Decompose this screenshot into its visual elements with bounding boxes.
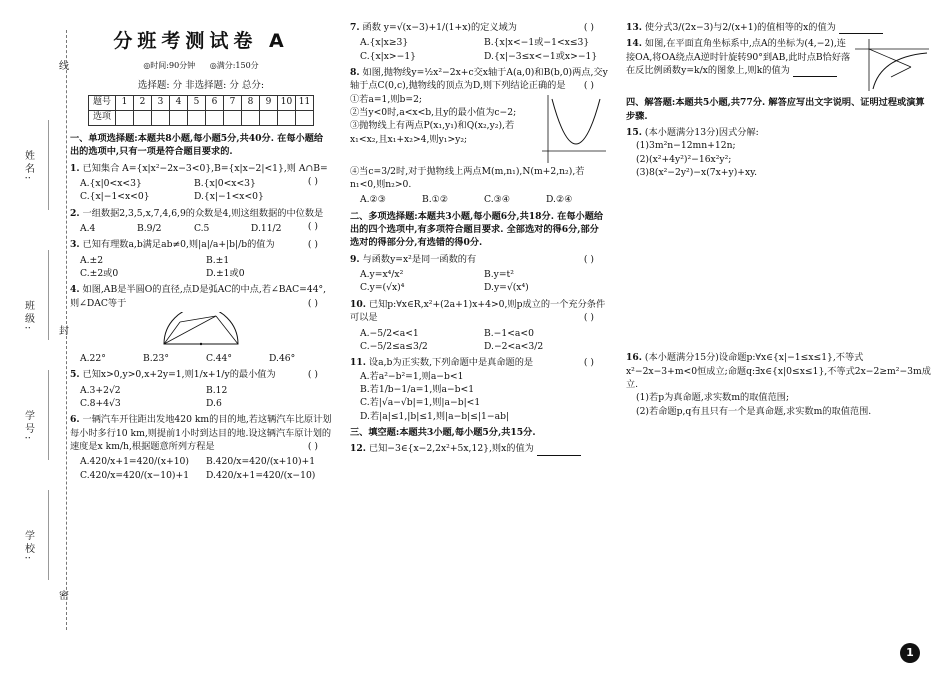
page-title: 分班考测试卷 A	[113, 30, 289, 52]
answer-cell[interactable]	[116, 110, 134, 125]
column-2	[350, 18, 608, 456]
question-4	[70, 283, 332, 365]
column-3	[626, 18, 931, 418]
option-c[interactable]: C.−5/2≤a≤3/2	[360, 340, 428, 352]
option-d[interactable]: D.46°	[269, 353, 296, 365]
answer-cell[interactable]	[296, 110, 314, 125]
question-number: 4.	[70, 284, 80, 296]
question-text: (本小题满分15分)设命题p:∀x∈{x|−1≤x≤1},不等式x²−2x−3+m<0恒成立;命题q:∃x∈{x|0≤x≤1},不等式2x−2≥m²−3m成立.	[626, 352, 931, 391]
question-number: 3.	[70, 239, 80, 251]
statement: ②当y<0时,a<x<b,且y的最小值为c−2;	[350, 107, 517, 119]
option-c[interactable]: C.y=(√x)⁴	[360, 282, 405, 294]
full-score: ◎满分:150分	[209, 60, 259, 70]
question-text: 如图,AB是半圆O的直径,点D是弧AC的中点,若∠BAC=44°,则∠DAC等于	[70, 284, 327, 309]
answer-cell[interactable]	[242, 110, 260, 125]
question-text: 一组数据2,3,5,x,7,4,6,9的众数是4,则这组数据的中位数是	[82, 207, 324, 219]
option-b[interactable]: B.{x|0<x<3}	[193, 177, 256, 189]
option-b[interactable]: B.{x|x<−1或−1<x≤3}	[484, 37, 590, 49]
fill-blank[interactable]	[537, 445, 581, 456]
option-c[interactable]: C.420/x=420/(x−10)+1	[80, 469, 190, 481]
options	[360, 193, 608, 206]
question-text: 设a,b为正实数,下列命题中是真命题的是	[368, 357, 534, 369]
question-text: 使分式3/(2x−3)与2/(x+1)的值相等的x的值为	[644, 22, 836, 33]
time-limit: ◎时间:90分钟	[143, 60, 196, 70]
coordinate-figure	[851, 37, 931, 93]
question-1	[70, 162, 332, 204]
sub-questions	[636, 391, 931, 418]
column-1	[70, 18, 332, 484]
parabola-figure	[538, 93, 608, 165]
question-text: 函数 y=√(x−3)+1/(1+x)的定义域为	[362, 22, 517, 33]
option-d[interactable]: D.±1或0	[206, 268, 245, 279]
options	[80, 222, 308, 235]
option-d[interactable]: D.y=√(x⁴)	[484, 282, 529, 294]
fill-blank[interactable]	[839, 23, 883, 34]
question-text: (本小题满分13分)因式分解:	[644, 127, 759, 139]
exam-meta	[70, 60, 332, 72]
option-c[interactable]: C.8+4√3	[80, 398, 121, 410]
answer-paren: ( )	[307, 369, 318, 381]
section-1-heading: 一、单项选择题:本题共8小题,每小题5分,共40分. 在每小题给出的选项中,只有一项是符合题目要求的.	[70, 132, 324, 158]
question-11	[350, 356, 608, 423]
answer-table-header-row	[89, 95, 314, 110]
id-field-label: 学号:	[22, 410, 34, 443]
option-c[interactable]: C.若|√a−√b|=1,则|a−b|<1	[360, 397, 481, 409]
q8-statements	[350, 93, 538, 165]
question-14	[626, 37, 931, 93]
answer-paren: ( )	[583, 22, 594, 33]
section-3-heading: 三、填空题:本题共3小题,每小题5分,共15分.	[350, 426, 536, 438]
option-b[interactable]: B.−1<a<0	[484, 327, 534, 339]
question-number: 9.	[350, 253, 360, 265]
question-text: 已知x>0,y>0,x+2y=1,则1/x+1/y的最小值为	[82, 369, 276, 381]
option-c[interactable]: C.5	[193, 222, 210, 234]
seal-mark-xian: 线	[54, 60, 69, 73]
class-line	[48, 250, 49, 340]
answer-cell[interactable]	[170, 110, 188, 125]
option-a[interactable]: A.−5/2<a<1	[360, 327, 419, 339]
qnum-cell: 7	[224, 95, 242, 110]
option-a[interactable]: A.420/x+1=420/(x+10)	[80, 456, 189, 468]
option-c[interactable]: C.③④	[484, 194, 511, 206]
question-text: 已知集合 A={x|x²−2x−3<0},B={x|x−2|<1},则 A∩B=	[82, 162, 328, 174]
option-a[interactable]: A.±2	[80, 254, 104, 266]
name-field-label: 姓名:	[22, 150, 34, 183]
answer-paren: ( )	[583, 80, 594, 92]
answer-cell[interactable]	[206, 110, 224, 125]
options	[80, 384, 332, 411]
question-number: 8.	[350, 67, 360, 79]
answer-paren: ( )	[307, 239, 318, 251]
answer-table	[88, 95, 314, 126]
qnum-cell: 3	[152, 95, 170, 110]
statement: ①若a=1,则b=2;	[350, 93, 423, 105]
option-c[interactable]: C.±2或0	[80, 268, 119, 279]
option-b[interactable]: B.23°	[143, 353, 169, 365]
question-number: 14.	[626, 38, 642, 50]
name-line	[48, 120, 49, 210]
question-text: 如图,在平面直角坐标系中,点A的坐标为(4,−2),连接OA,将OA绕点A逆时针旋转90°到AB,此时点B恰好落在反比例函数y=k/x的图象上,则k的值为	[626, 38, 851, 77]
answer-paren: ( )	[583, 357, 594, 369]
question-number: 15.	[626, 127, 642, 139]
option-b[interactable]: B.y=t²	[484, 269, 514, 281]
question-number: 12.	[350, 443, 366, 455]
question-text: 已知p:∀x∈R,x²+(2a+1)x+4>0,则p成立的一个充分条件可以是	[350, 298, 606, 324]
option-b[interactable]: B.9/2	[136, 222, 162, 234]
answer-paren: ( )	[307, 297, 318, 309]
binding-margin	[0, 0, 68, 673]
option-d[interactable]: D.420/x+1=420/(x−10)	[206, 469, 316, 481]
sub-question: (2)(x²+4y²)²−16x²y²;	[636, 153, 732, 165]
sub-question: (1)若p为真命题,求实数m的取值范围;	[636, 392, 790, 404]
options	[360, 370, 608, 423]
options	[360, 268, 608, 295]
question-8	[350, 66, 608, 207]
question-number: 16.	[626, 352, 642, 364]
question-15	[626, 126, 931, 179]
question-number: 13.	[626, 22, 642, 33]
statement: ③抛物线上有两点P(x₁,y₁)和Q(x₂,y₂),若x₁<x₂,且x₁+x₂>4,则y₁>y₂;	[350, 120, 515, 145]
sub-question: (2)若命题p,q有且只有一个是真命题,求实数m的取值范围.	[636, 405, 872, 417]
options	[80, 254, 332, 281]
question-5	[70, 368, 332, 410]
section-4-heading: 四、解答题:本题共5小题,共77分. 解答应写出文字说明、证明过程或演算步骤.	[626, 97, 925, 122]
qnum-cell: 5	[188, 95, 206, 110]
question-2	[70, 207, 332, 236]
option-a[interactable]: A.若a²−b²=1,则a−b<1	[360, 370, 464, 382]
option-a[interactable]: A.3+2√2	[80, 384, 121, 396]
option-b[interactable]: B.①②	[422, 194, 449, 206]
answer-table-option-row	[89, 110, 314, 125]
question-number: 2.	[70, 207, 80, 219]
answer-paren: ( )	[583, 312, 594, 324]
option-a[interactable]: A.②③	[360, 194, 387, 206]
answer-paren: ( )	[307, 220, 318, 232]
option-d[interactable]: D.11/2	[250, 222, 282, 234]
question-16	[626, 351, 931, 418]
sub-question: (3)8(x²−2y²)−x(7x+y)+xy.	[636, 167, 758, 179]
option-d[interactable]: D.{x|−3≤x<−1或x>−1}	[484, 50, 598, 62]
question-number: 6.	[70, 414, 80, 426]
answer-cell[interactable]	[224, 110, 242, 125]
statement: ④当c=3/2时,对于抛物线上两点M(m,n₁),N(m+2,n₂),若n₁<0,则n₂>0.	[350, 165, 585, 191]
question-number: 10.	[350, 298, 366, 310]
question-9	[350, 253, 608, 295]
qnum-cell: 4	[170, 95, 188, 110]
q8-body	[350, 93, 608, 165]
fill-blank[interactable]	[793, 66, 837, 77]
option-b[interactable]: B.420/x=420/(x+10)+1	[206, 456, 316, 468]
question-7	[350, 21, 608, 63]
qnum-cell: 11	[296, 95, 314, 110]
question-number: 7.	[350, 22, 360, 33]
options	[360, 327, 608, 354]
options	[80, 455, 332, 482]
option-c[interactable]: C.{x|x>−1}	[360, 50, 417, 62]
question-number: 5.	[70, 369, 80, 381]
question-3	[70, 238, 332, 280]
answer-cell[interactable]	[260, 110, 278, 125]
question-10	[350, 298, 608, 353]
school-field-label: 学校:	[22, 530, 34, 563]
options	[80, 177, 308, 204]
row-label-option: 选项	[89, 110, 116, 125]
answer-cell[interactable]	[134, 110, 152, 125]
question-text: 已知−3∈{x−2,2x²+5x,12},则x的值为	[368, 443, 534, 455]
option-a[interactable]: A.22°	[80, 353, 106, 365]
seal-mark-feng: 封	[54, 325, 69, 338]
qnum-cell: 6	[206, 95, 224, 110]
question-number: 1.	[70, 162, 80, 174]
qnum-cell: 1	[116, 95, 134, 110]
option-c[interactable]: C.{x|−1<x<0}	[80, 191, 150, 203]
page-number: 1	[900, 643, 920, 663]
question-text: 与函数y=x²是同一函数的有	[362, 253, 477, 265]
option-a[interactable]: A.4	[80, 222, 96, 234]
school-line	[48, 490, 49, 580]
option-d[interactable]: D.{x|−1<x<0}	[193, 191, 264, 203]
qnum-cell: 9	[260, 95, 278, 110]
answer-paren: ( )	[583, 253, 594, 265]
option-d[interactable]: D.②④	[546, 194, 573, 206]
question-text: 已知有理数a,b满足ab≠0,则|a|/a+|b|/b的值为	[82, 239, 275, 251]
question-6	[70, 413, 332, 482]
question-text: 一辆汽车开往距出发地420 km的目的地,若这辆汽车比原计划每小时多行10 km,则提前1小时到达目的地.设这辆汽车原计划的速度是x km/h,根据题意所列方程是	[70, 414, 332, 453]
answer-cell[interactable]	[188, 110, 206, 125]
sub-question: (1)3m²n−12mn+12n;	[636, 140, 736, 152]
option-a[interactable]: A.{x|0<x<3}	[80, 177, 142, 189]
answer-paren: ( )	[307, 441, 318, 453]
id-line	[48, 370, 49, 460]
answer-paren: ( )	[307, 175, 318, 187]
row-label-question: 题号	[89, 95, 116, 110]
score-line: 选择题: 分 非选择题: 分 总分:	[137, 80, 265, 92]
qnum-cell: 8	[242, 95, 260, 110]
option-d[interactable]: D.若|a|≤1,|b|≤1,则|a−b|≤|1−ab|	[360, 410, 510, 422]
option-a[interactable]: A.y=x⁴/x²	[360, 269, 404, 281]
option-d[interactable]: D.−2<a<3/2	[484, 340, 544, 352]
question-13	[626, 21, 931, 34]
q14-text	[626, 37, 851, 93]
sub-questions	[636, 139, 931, 179]
qnum-cell: 2	[134, 95, 152, 110]
option-a[interactable]: A.{x|x≥3}	[360, 37, 409, 49]
section-2-heading: 二、多项选择题:本题共3小题,每小题6分,共18分. 在每小题给出的四个选项中,有多项符合题目要求. 全部选对的得6分,部分选对的得部分分,有选错的得0分.	[350, 210, 604, 249]
qnum-cell: 10	[278, 95, 296, 110]
options	[360, 36, 608, 63]
option-d[interactable]: D.6	[206, 398, 222, 410]
option-b[interactable]: B.若1/b−1/a=1,则a−b<1	[360, 383, 475, 395]
seal-mark-mi: 密	[54, 590, 69, 603]
question-12	[350, 442, 608, 455]
option-b[interactable]: B.±1	[206, 254, 230, 266]
answer-cell[interactable]	[152, 110, 170, 125]
option-c[interactable]: C.44°	[206, 353, 232, 365]
option-b[interactable]: B.12	[206, 384, 228, 396]
question-number: 11.	[350, 357, 366, 369]
seal-dashed-line	[66, 30, 67, 630]
question-text: 如图,抛物线y=½x²−2x+c交x轴于A(a,0)和B(b,0)两点,交y轴于点C(0,c),抛物线的顶点为D,则下列结论正确的是	[350, 67, 608, 92]
semicircle-figure	[156, 312, 246, 350]
answer-cell[interactable]	[278, 110, 296, 125]
class-field-label: 班级:	[22, 300, 34, 333]
options	[80, 352, 332, 365]
